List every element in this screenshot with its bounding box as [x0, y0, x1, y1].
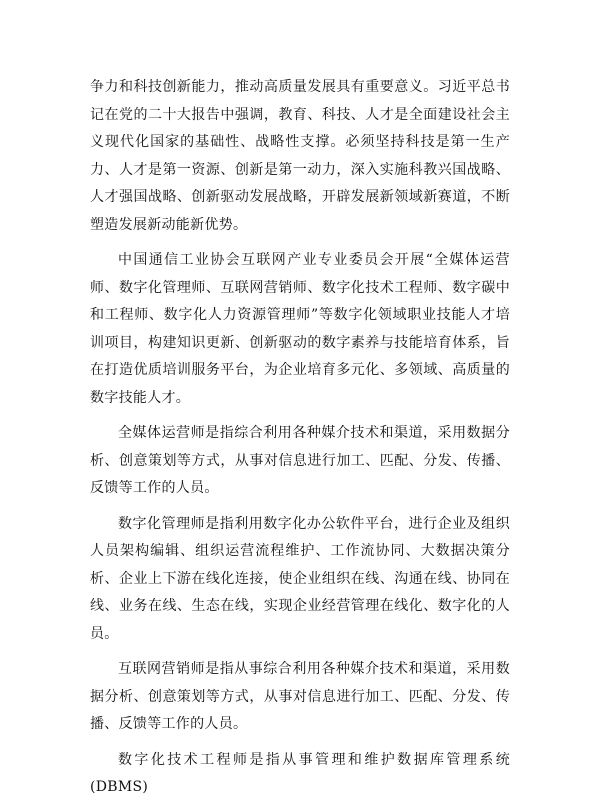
paragraph-training-program: 中国通信工业协会互联网产业专业委员会开展“全媒体运营师、数字化管理师、互联网营销师、数字化技术工程师、数字碳中和工程师、数字化人力资源管理师”等数字化领域职业技能人才培训项目，构建知识更新、创新驱动的数字素养与技能培育体系，旨在打造优质培训服务平台，为企业培育多元化、多领域、高质量的数字技能人才。: [90, 252, 510, 406]
paragraph-digital-engineer: 数字化技术工程师是指从事管理和维护数据库管理系统(DBMS): [90, 751, 510, 795]
document-body: [90, 74, 510, 810]
paragraph-internet-marketer: 互联网营销师是指从事综合利用各种媒介技术和渠道，采用数据分析、创意策划等方式，从事对信息进行加工、匹配、分发、传播、反馈等工作的人员。: [90, 661, 510, 732]
paragraph-digital-manager: 数字化管理师是指利用数字化办公软件平台，进行企业及组织人员架构编辑、组织运营流程维护、工作流协同、大数据决策分析、企业上下游在线化连接，使企业组织在线、沟通在线、协同在线、业务在线、生态在线，实现企业经营管理在线化、数字化的人员。: [90, 515, 510, 642]
paragraph-intro-continued: 争力和科技创新能力，推动高质量发展具有重要意义。习近平总书记在党的二十大报告中强调，教育、科技、人才是全面建设社会主义现代化国家的基础性、战略性支撑。必须坚持科技是第一生产力、人才是第一资源、创新是第一动力，深入实施科教兴国战略、人才强国战略、创新驱动发展战略，开辟发展新领域新赛道，不断塑造发展新动能新优势。: [90, 79, 510, 233]
paragraph-media-operator: 全媒体运营师是指综合利用各种媒介技术和渠道，采用数据分析、创意策划等方式，从事对信息进行加工、匹配、分发、传播、反馈等工作的人员。: [90, 425, 510, 496]
